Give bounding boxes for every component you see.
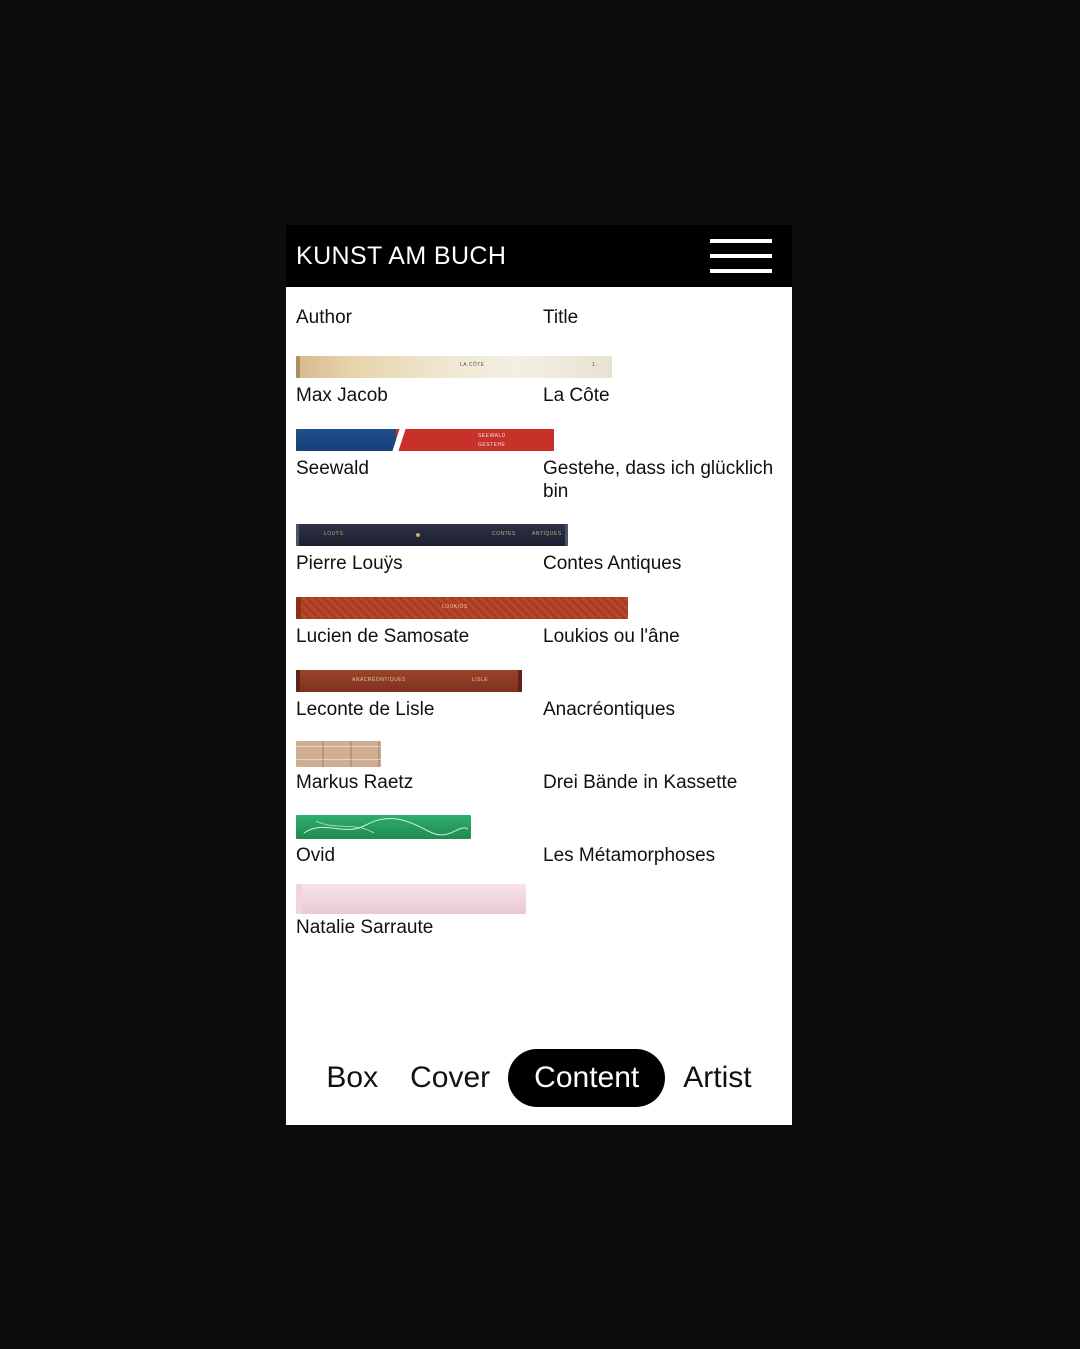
list-item[interactable] xyxy=(296,426,782,504)
tab-artist[interactable]: Artist xyxy=(683,1061,752,1094)
list-item[interactable] xyxy=(296,740,782,795)
book-list xyxy=(286,287,792,940)
list-item[interactable] xyxy=(296,521,782,576)
column-header-title: Title xyxy=(543,307,579,328)
book-spine-image xyxy=(296,885,782,913)
book-spine-image xyxy=(296,740,782,768)
book-title: Drei Bände in Kassette xyxy=(543,771,738,793)
list-item[interactable] xyxy=(296,594,782,649)
app-window xyxy=(286,225,792,1125)
book-author: Max Jacob xyxy=(296,385,388,406)
book-author: Leconte de Lisle xyxy=(296,698,435,720)
list-item[interactable] xyxy=(296,353,782,408)
book-title: Contes Antiques xyxy=(543,553,682,575)
list-item[interactable] xyxy=(296,885,782,940)
list-item[interactable] xyxy=(296,813,782,868)
book-spine-image: LOUKIOS xyxy=(296,594,782,622)
book-spine-image: LOUŸS CONTES ANTIQUES xyxy=(296,521,782,549)
list-item[interactable] xyxy=(296,667,782,722)
menu-bar-2 xyxy=(710,254,772,258)
list-item-text xyxy=(296,458,782,504)
list-item-text xyxy=(296,385,782,408)
column-header-author: Author xyxy=(296,307,352,328)
tab-box[interactable]: Box xyxy=(326,1061,379,1094)
column-headers xyxy=(296,287,782,335)
book-spine-image xyxy=(296,813,782,841)
book-author: Markus Raetz xyxy=(296,771,414,793)
menu-bar-3 xyxy=(710,269,772,273)
book-spine-image: LA CÔTE 1. xyxy=(296,353,782,381)
list-item-text xyxy=(296,553,782,576)
book-title xyxy=(543,917,782,940)
page-title: KUNST AM BUCH xyxy=(296,241,507,270)
bottom-tab-bar xyxy=(286,1049,792,1107)
hamburger-menu-icon[interactable] xyxy=(710,239,772,273)
book-author: Ovid xyxy=(296,844,336,866)
book-author: Seewald xyxy=(296,457,369,479)
list-item-text xyxy=(296,699,782,722)
book-author: Lucien de Samosate xyxy=(296,626,470,648)
app-header xyxy=(286,225,792,287)
spine-line-art xyxy=(296,815,471,839)
book-author: Pierre Louÿs xyxy=(296,553,403,575)
tab-content[interactable]: Content xyxy=(508,1049,665,1107)
list-item-text xyxy=(296,845,782,868)
list-item-text xyxy=(296,626,782,649)
book-title: Anacréontiques xyxy=(543,698,676,720)
list-item-text xyxy=(296,772,782,795)
menu-bar-1 xyxy=(710,239,772,243)
book-title: Loukios ou l'âne xyxy=(543,626,680,648)
book-title: La Côte xyxy=(543,385,610,406)
list-item-text xyxy=(296,917,782,940)
book-author: Natalie Sarraute xyxy=(296,917,434,939)
book-title: Les Métamorphoses xyxy=(543,844,716,866)
tab-cover[interactable]: Cover xyxy=(410,1061,491,1094)
book-spine-image: SEEWALD GESTEHE xyxy=(296,426,782,454)
book-title: Gestehe, dass ich glücklich bin xyxy=(543,457,774,502)
book-spine-image: ANACRÉONTIQUES LISLE xyxy=(296,667,782,695)
